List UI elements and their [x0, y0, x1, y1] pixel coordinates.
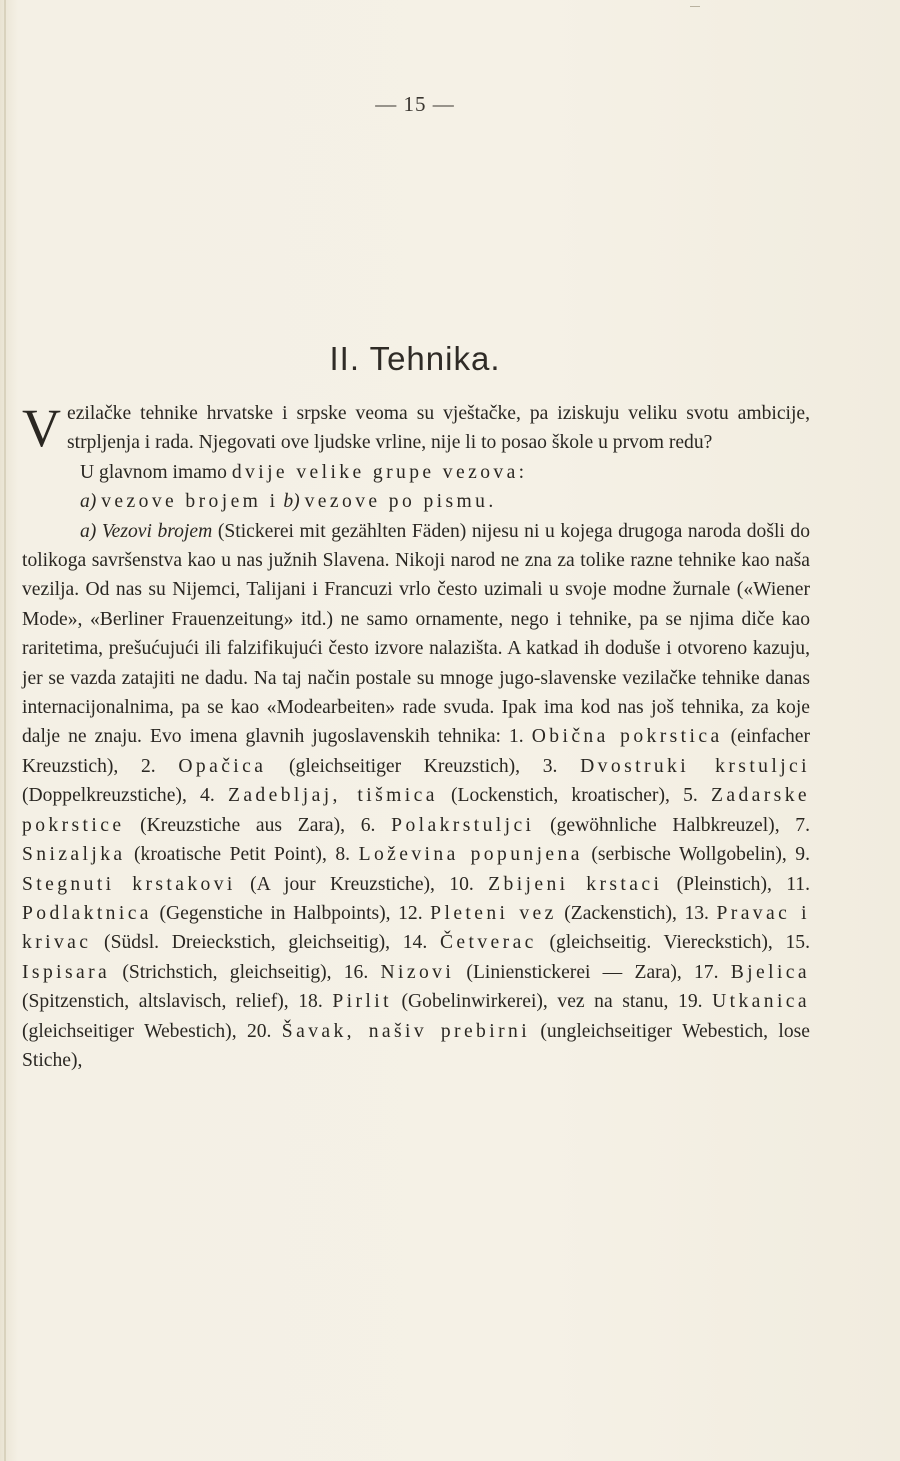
group-b-text: vezove po pismu.: [304, 491, 497, 513]
paragraph-text: (Linienstickerei — Zara), 17.: [454, 961, 731, 983]
groups-list-paragraph: [22, 487, 810, 516]
paragraph-text: (Lockenstich, kroatischer), 5.: [437, 785, 711, 807]
paragraph-text: (ungleichseitiger Webestich, lose Stiche),: [22, 1020, 810, 1071]
groups-paragraph: [22, 458, 810, 487]
group-a-label: a): [80, 491, 97, 513]
technique-name: Četverac: [439, 932, 537, 954]
paragraph-text: (Pleinstich), 11.: [662, 873, 810, 895]
intro-paragraph: [22, 399, 810, 458]
groups-lead-spaced: dvije velike grupe vezova:: [231, 461, 528, 483]
paragraph-text: (Gobelinwirkerei), vez na stanu, 19.: [391, 991, 713, 1013]
technique-name: Obična pokrstica: [531, 726, 723, 748]
paragraph-text: (gleichseitig. Viereckstich), 15.: [536, 932, 810, 954]
paragraph-text: (gewöhnliche Halbkreuzel), 7.: [534, 814, 810, 836]
technique-name: Pleteni vez: [430, 902, 557, 924]
group-b-label: b): [283, 491, 300, 513]
technique-name: Nizovi: [380, 961, 455, 983]
paragraph-text: (A jour Kreuzstiche), 10.: [235, 873, 489, 895]
page-mark: [690, 6, 700, 7]
groups-lead: U glavnom imamo: [80, 461, 232, 483]
intro-text: ezilačke tehnike hrvatske i srpske veoma su vještačke, pa iziskuju veliku svotu ambicije, strpljenja i rada. Njegovati ove ljudske vrline, nije li to posao škole u prvom redu?: [67, 403, 810, 454]
technique-name: Zbijeni krstaci: [488, 873, 663, 895]
technique-name: Podlaktnica: [22, 902, 152, 924]
techniques-paragraph: [22, 517, 810, 1076]
paragraph-text: (Südsl. Dreieckstich, gleichseitig), 14.: [91, 932, 440, 954]
paragraph-label: a) Vezovi brojem: [80, 520, 213, 542]
paragraph-text: (einfacher Kreuzstich), 2.: [22, 726, 811, 777]
technique-name: Pirlit: [332, 991, 392, 1013]
paragraph-text: (Spitzenstich, altslavisch, relief), 18.: [22, 991, 333, 1013]
technique-name: Bjelica: [730, 961, 810, 983]
paragraph-text: (Kreuzstiche aus Zara), 6.: [124, 814, 392, 836]
paragraph-text: (serbische Wollgobelin), 9.: [582, 844, 810, 866]
technique-name: Snizaljka: [22, 844, 126, 866]
section-title: II. Tehnika.: [329, 340, 501, 377]
technique-name: Stegnuti krstakovi: [22, 873, 236, 895]
technique-name: Polakrstuljci: [391, 814, 535, 836]
technique-name: Zadebljaj, tišmica: [227, 785, 438, 807]
technique-name: Utkanica: [712, 991, 810, 1013]
paragraph-text: (Strichstich, gleichseitig), 16.: [110, 961, 381, 983]
technique-name: Zadarske pokrstice: [22, 785, 810, 836]
technique-name: Opačica: [178, 755, 267, 777]
technique-name: Šavak, našiv prebirni: [281, 1020, 531, 1042]
paragraph-text: (Stickerei mit gezählten Fäden) nijesu ni u kojega drugoga naroda došli do tolikoga savršenstva kao u nas južnih Slavena. Nikoji narod ne zna za tolike razne tehnike kao naša vezilja. Od nas su Nijemci, Talijani i Francuzi vrlo često uzimali u svoje modne žurnale («Wiener Mode», «Berliner Frauenzeitung» itd.) ne samo ornamente, nego i tehnike, pa se njima diče kao raritetima, prešućujući ili falzifikujući često izvore nalazišta. A katkad ih doduše i otvoreno kazuju, jer se vazda zatajiti ne dadu. Na taj način postale su mnoge jugo-slavenske vezilačke tehnike danas internacijonalnima, pa se kao «Modearbeiten» rade svuda. Ipak ima kod nas još tehnika, za koje dalje ne znaju. Evo imena glavnih jugoslavenskih tehnika: 1.: [22, 520, 810, 748]
page-number: — 15 —: [375, 92, 455, 116]
group-a-text: vezove brojem i: [101, 491, 279, 513]
paragraph-text: (Zackenstich), 13.: [556, 902, 717, 924]
paragraph-text: (kroatische Petit Point), 8.: [125, 844, 359, 866]
technique-name: Loževina popunjena: [358, 844, 583, 866]
technique-name: Pravac i krivac: [22, 902, 810, 954]
paragraph-text: (Doppelkreuzstiche), 4.: [22, 785, 228, 807]
page-edge-shadow: [4, 0, 6, 1461]
paragraph-text: (gleichseitiger Webestich), 20.: [22, 1020, 282, 1042]
paragraph-text: (gleichseitiger Kreuzstich), 3.: [266, 755, 581, 777]
technique-name: Dvostruki krstuljci: [580, 755, 810, 777]
paragraph-text: (Gegenstiche in Halbpoints), 12.: [151, 902, 431, 924]
technique-name: Ispisara: [22, 961, 111, 983]
body-text: [22, 399, 810, 1075]
drop-cap: V: [22, 398, 61, 458]
